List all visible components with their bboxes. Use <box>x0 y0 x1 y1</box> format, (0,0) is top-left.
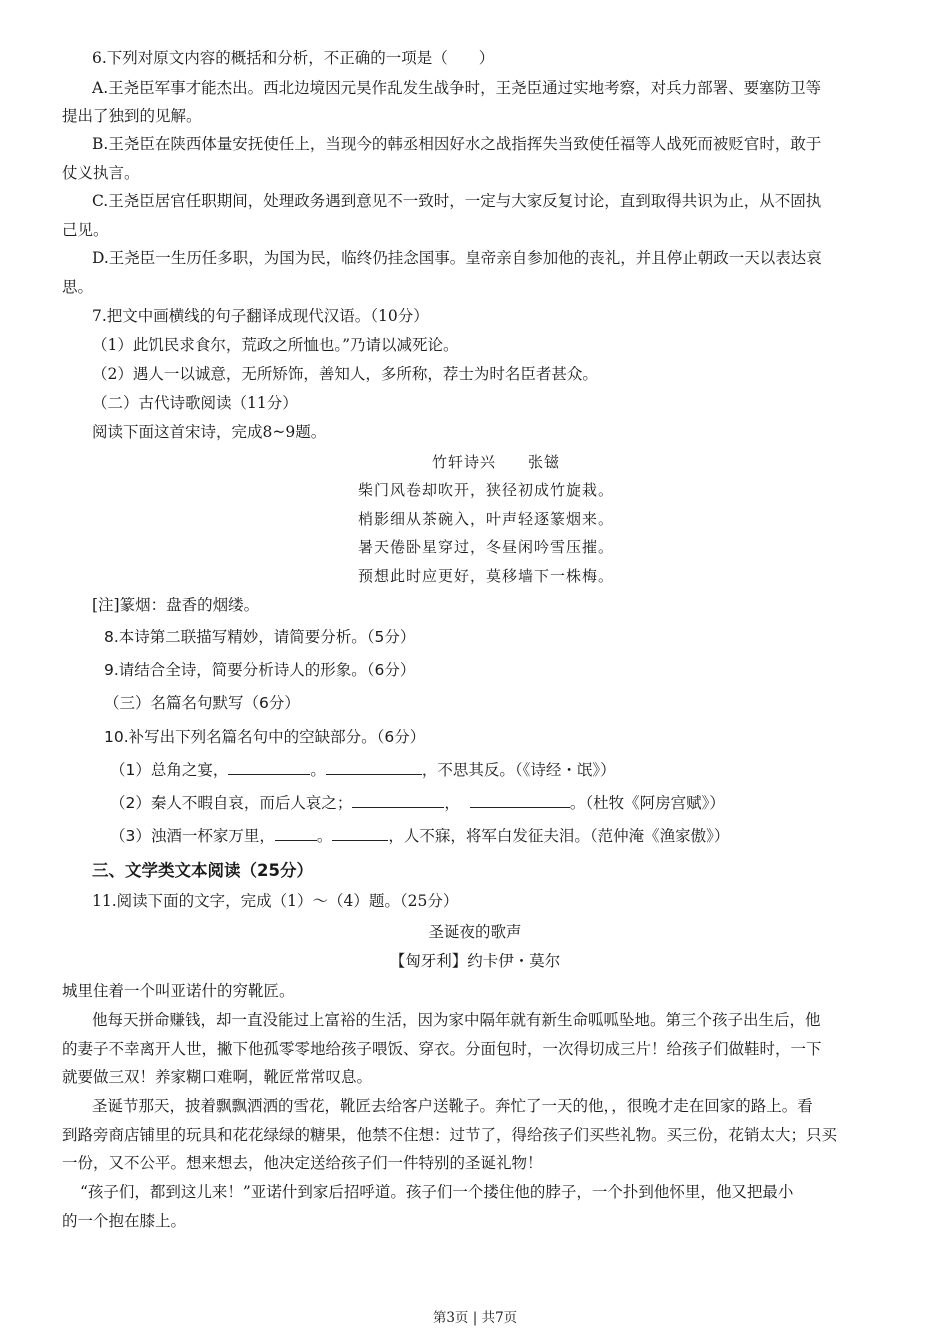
q10-item-2-suffix: 。（杜牧《阿房宫赋》） <box>569 794 725 812</box>
poem-line-3: 暑天倦卧星穿过，冬昼闲吟雪压摧。 <box>358 538 615 556</box>
q10-item-1-blank-1[interactable] <box>228 760 310 775</box>
q10-item-3-sep: 。 <box>316 827 333 845</box>
q10-item-2-blank-2[interactable] <box>470 793 570 808</box>
q10-item-2-blank-1[interactable] <box>352 793 444 808</box>
q6-option-c-line1: C.王尧臣居官任职期间，处理政务遇到意见不一致时，一定与大家反复讨论，直到取得共识为止，从不固执 <box>92 192 822 210</box>
story-paragraph-3-line-2: 到路旁商店铺里的玩具和花花绿绿的糖果，他禁不住想：过节了，得给孩子们买些礼物。买三份，花销太大；只买 <box>62 1126 838 1144</box>
story-paragraph-3-line-1: 圣诞节那天，披着飘飘洒洒的雪花，靴匠去给客户送靴子。奔忙了一天的他，，很晚才走在回家的路上。看 <box>92 1097 813 1115</box>
story-author: 【匈牙利】约卡伊・莫尔 <box>389 952 561 970</box>
story-paragraph-4-line-2: 的一个抱在膝上。 <box>62 1212 187 1230</box>
poem-line-2: 梢影细从茶碗入，叶声轻逐篆烟来。 <box>358 510 615 528</box>
q10-item-3-suffix: ，人不寐，将军白发征夫泪。（范仲淹《渔家傲》） <box>388 827 730 845</box>
poem-line-4: 预想此时应更好，莫移墙下一株梅。 <box>358 567 615 585</box>
q10-item-3-blank-1[interactable] <box>275 826 317 841</box>
story-paragraph-3-line-3: 一份，又不公平。想来想去，他决定送给孩子们一件特别的圣诞礼物！ <box>62 1154 543 1172</box>
story-paragraph-2-line-2: 的妻子不幸离开人世，撇下他孤零零地给孩子喂饭、穿衣。分面包时，一次得切成三片！给孩子们做鞋时，一下 <box>62 1040 822 1058</box>
story-title: 圣诞夜的歌声 <box>428 923 522 941</box>
q8-stem: 8.本诗第二联描写精妙，请简要分析。（5分） <box>104 628 416 646</box>
q11-stem: 11.阅读下面的文字，完成（1）～（4）题。（25分） <box>92 892 459 910</box>
section-poetry-heading: （二）古代诗歌阅读（11分） <box>92 394 298 412</box>
part-3-heading: 三、文学类文本阅读（25分） <box>92 861 313 880</box>
poem-line-1: 柴门风卷却吹开，狭径初成竹旋栽。 <box>358 481 615 499</box>
q10-item-1 <box>110 759 616 781</box>
q10-item-2-prefix: （2）秦人不暇自哀，而后人哀之； <box>110 794 353 812</box>
q10-item-3-blank-2[interactable] <box>332 826 388 841</box>
q10-item-1-prefix: （1）总角之宴， <box>110 761 229 779</box>
q10-stem: 10.补写出下列名篇名句中的空缺部分。（6分） <box>104 728 426 746</box>
q10-item-3-prefix: （3）浊酒一杯家万里， <box>110 827 275 845</box>
q10-item-1-sep: 。 <box>310 761 326 779</box>
q7-sentence-2: （2）遇人一以诚意，无所矫饰，善知人，多所称，荐士为时名臣者甚众。 <box>92 365 598 383</box>
story-paragraph-1: 城里住着一个叫亚诺什的穷靴匠。 <box>62 982 295 1000</box>
q7-stem: 7.把文中画横线的句子翻译成现代汉语。（10分） <box>92 307 429 325</box>
q6-stem: 6.下列对原文内容的概括和分析，不正确的一项是（ ） <box>92 49 495 67</box>
q10-item-1-suffix: ，不思其反。（《诗经・氓》） <box>421 761 616 779</box>
q10-item-2-sep: ， <box>444 794 460 812</box>
q6-option-d-line1: D.王尧臣一生历任多职，为国为民，临终仍挂念国事。皇帝亲自参加他的丧礼，并且停止朝政一天以表达哀 <box>92 249 822 267</box>
page-number-footer: 第3页 | 共7页 <box>432 1310 518 1326</box>
q6-option-d-line2: 思。 <box>62 278 94 296</box>
poem-title: 竹轩诗兴 张镃 <box>432 453 561 471</box>
section-recitation-heading: （三）名篇名句默写（6分） <box>104 694 300 712</box>
story-paragraph-4-line-1: “孩子们，都到这儿来！”亚诺什到家后招呼道。孩子们一个搂住他的脖子，一个扑到他怀里，他又把最小 <box>80 1183 794 1201</box>
q7-sentence-1: （1）此饥民求食尔，荒政之所恤也。”乃请以减死论。 <box>92 336 459 354</box>
q6-option-b-line2: 仗义执言。 <box>62 164 140 182</box>
q10-item-1-blank-2[interactable] <box>326 760 422 775</box>
q6-option-b-line1: B.王尧臣在陕西体量安抚使任上，当现今的韩丞相因好水之战指挥失当致使任福等人战死而被贬官时，敢于 <box>92 135 822 153</box>
story-paragraph-2-line-1: 他每天拼命赚钱，却一直没能过上富裕的生活，因为家中隔年就有新生命呱呱坠地。第三个孩子出生后，他 <box>92 1011 821 1029</box>
q6-option-a-line1: A.王尧臣军事才能杰出。西北边境因元昊作乱发生战争时，王尧臣通过实地考察，对兵力部署、要塞防卫等 <box>92 79 822 97</box>
poem-note: [注]篆烟：盘香的烟缕。 <box>92 596 260 614</box>
q6-option-c-line2: 己见。 <box>62 221 109 239</box>
q10-item-2 <box>110 792 725 814</box>
q9-stem: 9.请结合全诗，简要分析诗人的形象。（6分） <box>104 661 416 679</box>
q10-item-3 <box>110 825 729 847</box>
q6-option-a-line2: 提出了独到的见解。 <box>62 107 202 125</box>
story-paragraph-2-line-3: 就要做三双！养家糊口难啊，靴匠常常叹息。 <box>62 1068 373 1086</box>
section-poetry-intro: 阅读下面这首宋诗，完成8~9题。 <box>92 423 327 441</box>
